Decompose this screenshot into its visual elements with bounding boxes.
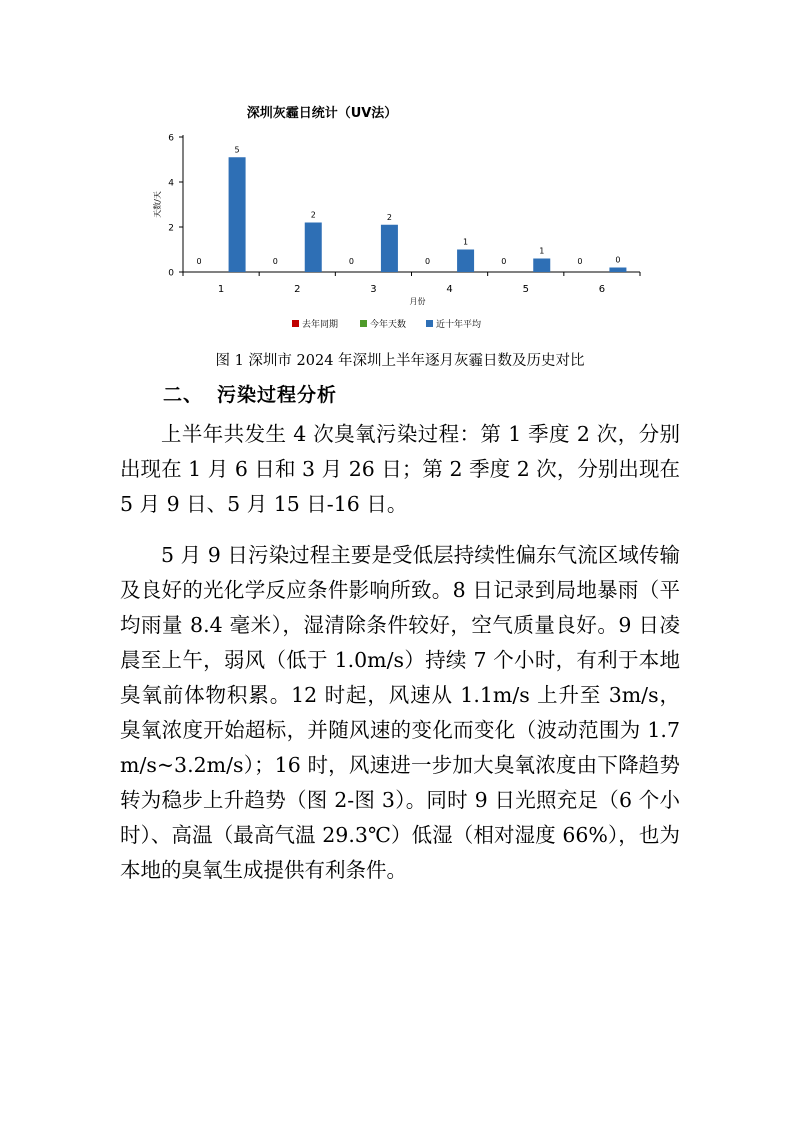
x-tick-label: 2	[294, 284, 301, 295]
bar-near-ten-year-avg-month-4	[457, 250, 474, 273]
bar-value-label: 2	[386, 212, 392, 222]
bar-value-label: 1	[539, 246, 545, 256]
haze-days-chart	[140, 95, 660, 345]
y-tick-label: 2	[168, 223, 174, 234]
chart-svg	[140, 95, 660, 345]
bar-near-ten-year-avg-month-5	[533, 259, 550, 273]
bar-near-ten-year-avg-month-6	[609, 268, 626, 273]
legend-swatch-2	[426, 320, 433, 327]
legend-swatch-0	[292, 320, 299, 327]
x-tick-label: 3	[370, 284, 377, 295]
x-tick-label: 1	[217, 284, 225, 295]
zero-value-label: 0	[272, 257, 278, 266]
legend-swatch-1	[360, 320, 367, 327]
zero-value-label: 0	[577, 257, 583, 266]
zero-value-label: 0	[196, 257, 202, 266]
paragraph-2: 5 月 9 日污染过程主要是受低层持续性偏东气流区域传输及良好的光化学反应条件影响所致。8 日记录到局地暴雨（平均雨量 8.4 毫米），湿清除条件较好，空气质量良好。9 日凌晨至上午，弱风（低于 1.0m/s）持续 7 个小时，有利于本地臭氧前体物积累。12 时起，风速从 1.1m/s 上升至 3m/s，臭氧浓度开始超标，并随风速的变化而变化（波动范围为 1.7m/s~3.2m/s）；16 时，风速进一步加大臭氧浓度由下降趋势转为稳步上升趋势（图 2-图 3）。同时 9 日光照充足（6 个小时）、高温（最高气温 29.3℃）低湿（相对湿度 66%），也为本地的臭氧生成提供有利条件。	[120, 543, 680, 882]
x-tick-label: 5	[522, 284, 529, 295]
bar-value-label: 5	[234, 145, 240, 155]
zero-value-label: 0	[348, 257, 354, 266]
section-heading	[163, 380, 337, 407]
x-tick-label: 6	[598, 284, 606, 295]
y-tick-label: 6	[168, 133, 174, 144]
bar-value-label: 2	[310, 210, 316, 220]
y-axis-label: 天数/天	[153, 191, 162, 218]
bar-near-ten-year-avg-month-2	[305, 223, 322, 273]
bar-near-ten-year-avg-month-3	[381, 225, 398, 272]
bar-near-ten-year-avg-month-1	[229, 157, 246, 272]
section-title: 污染过程分析	[217, 384, 338, 406]
bar-value-label: 0	[615, 255, 621, 265]
y-tick-label: 0	[168, 268, 174, 279]
chart-title: 深圳灰霾日统计（UV法）	[246, 106, 398, 121]
figure-caption: 图 1 深圳市 2024 年深圳上半年逐月灰霾日数及历史对比	[215, 353, 585, 369]
y-tick-label: 4	[168, 178, 174, 189]
bar-value-label: 1	[463, 237, 469, 247]
x-axis-label: 月份	[409, 297, 426, 306]
legend-label-1: 今年天数	[370, 320, 407, 330]
zero-value-label: 0	[425, 257, 431, 266]
legend-label-2: 近十年平均	[436, 320, 482, 330]
x-tick-label: 4	[446, 284, 453, 295]
paragraph-1: 上半年共发生 4 次臭氧污染过程：第 1 季度 2 次，分别出现在 1 月 6 日和 3 月 26 日；第 2 季度 2 次，分别出现在 5 月 9 日、5 月 15 日-16 日。	[120, 422, 680, 516]
section-number: 二、	[163, 384, 204, 406]
legend-label-0: 去年同期	[302, 320, 339, 330]
zero-value-label: 0	[501, 257, 507, 266]
